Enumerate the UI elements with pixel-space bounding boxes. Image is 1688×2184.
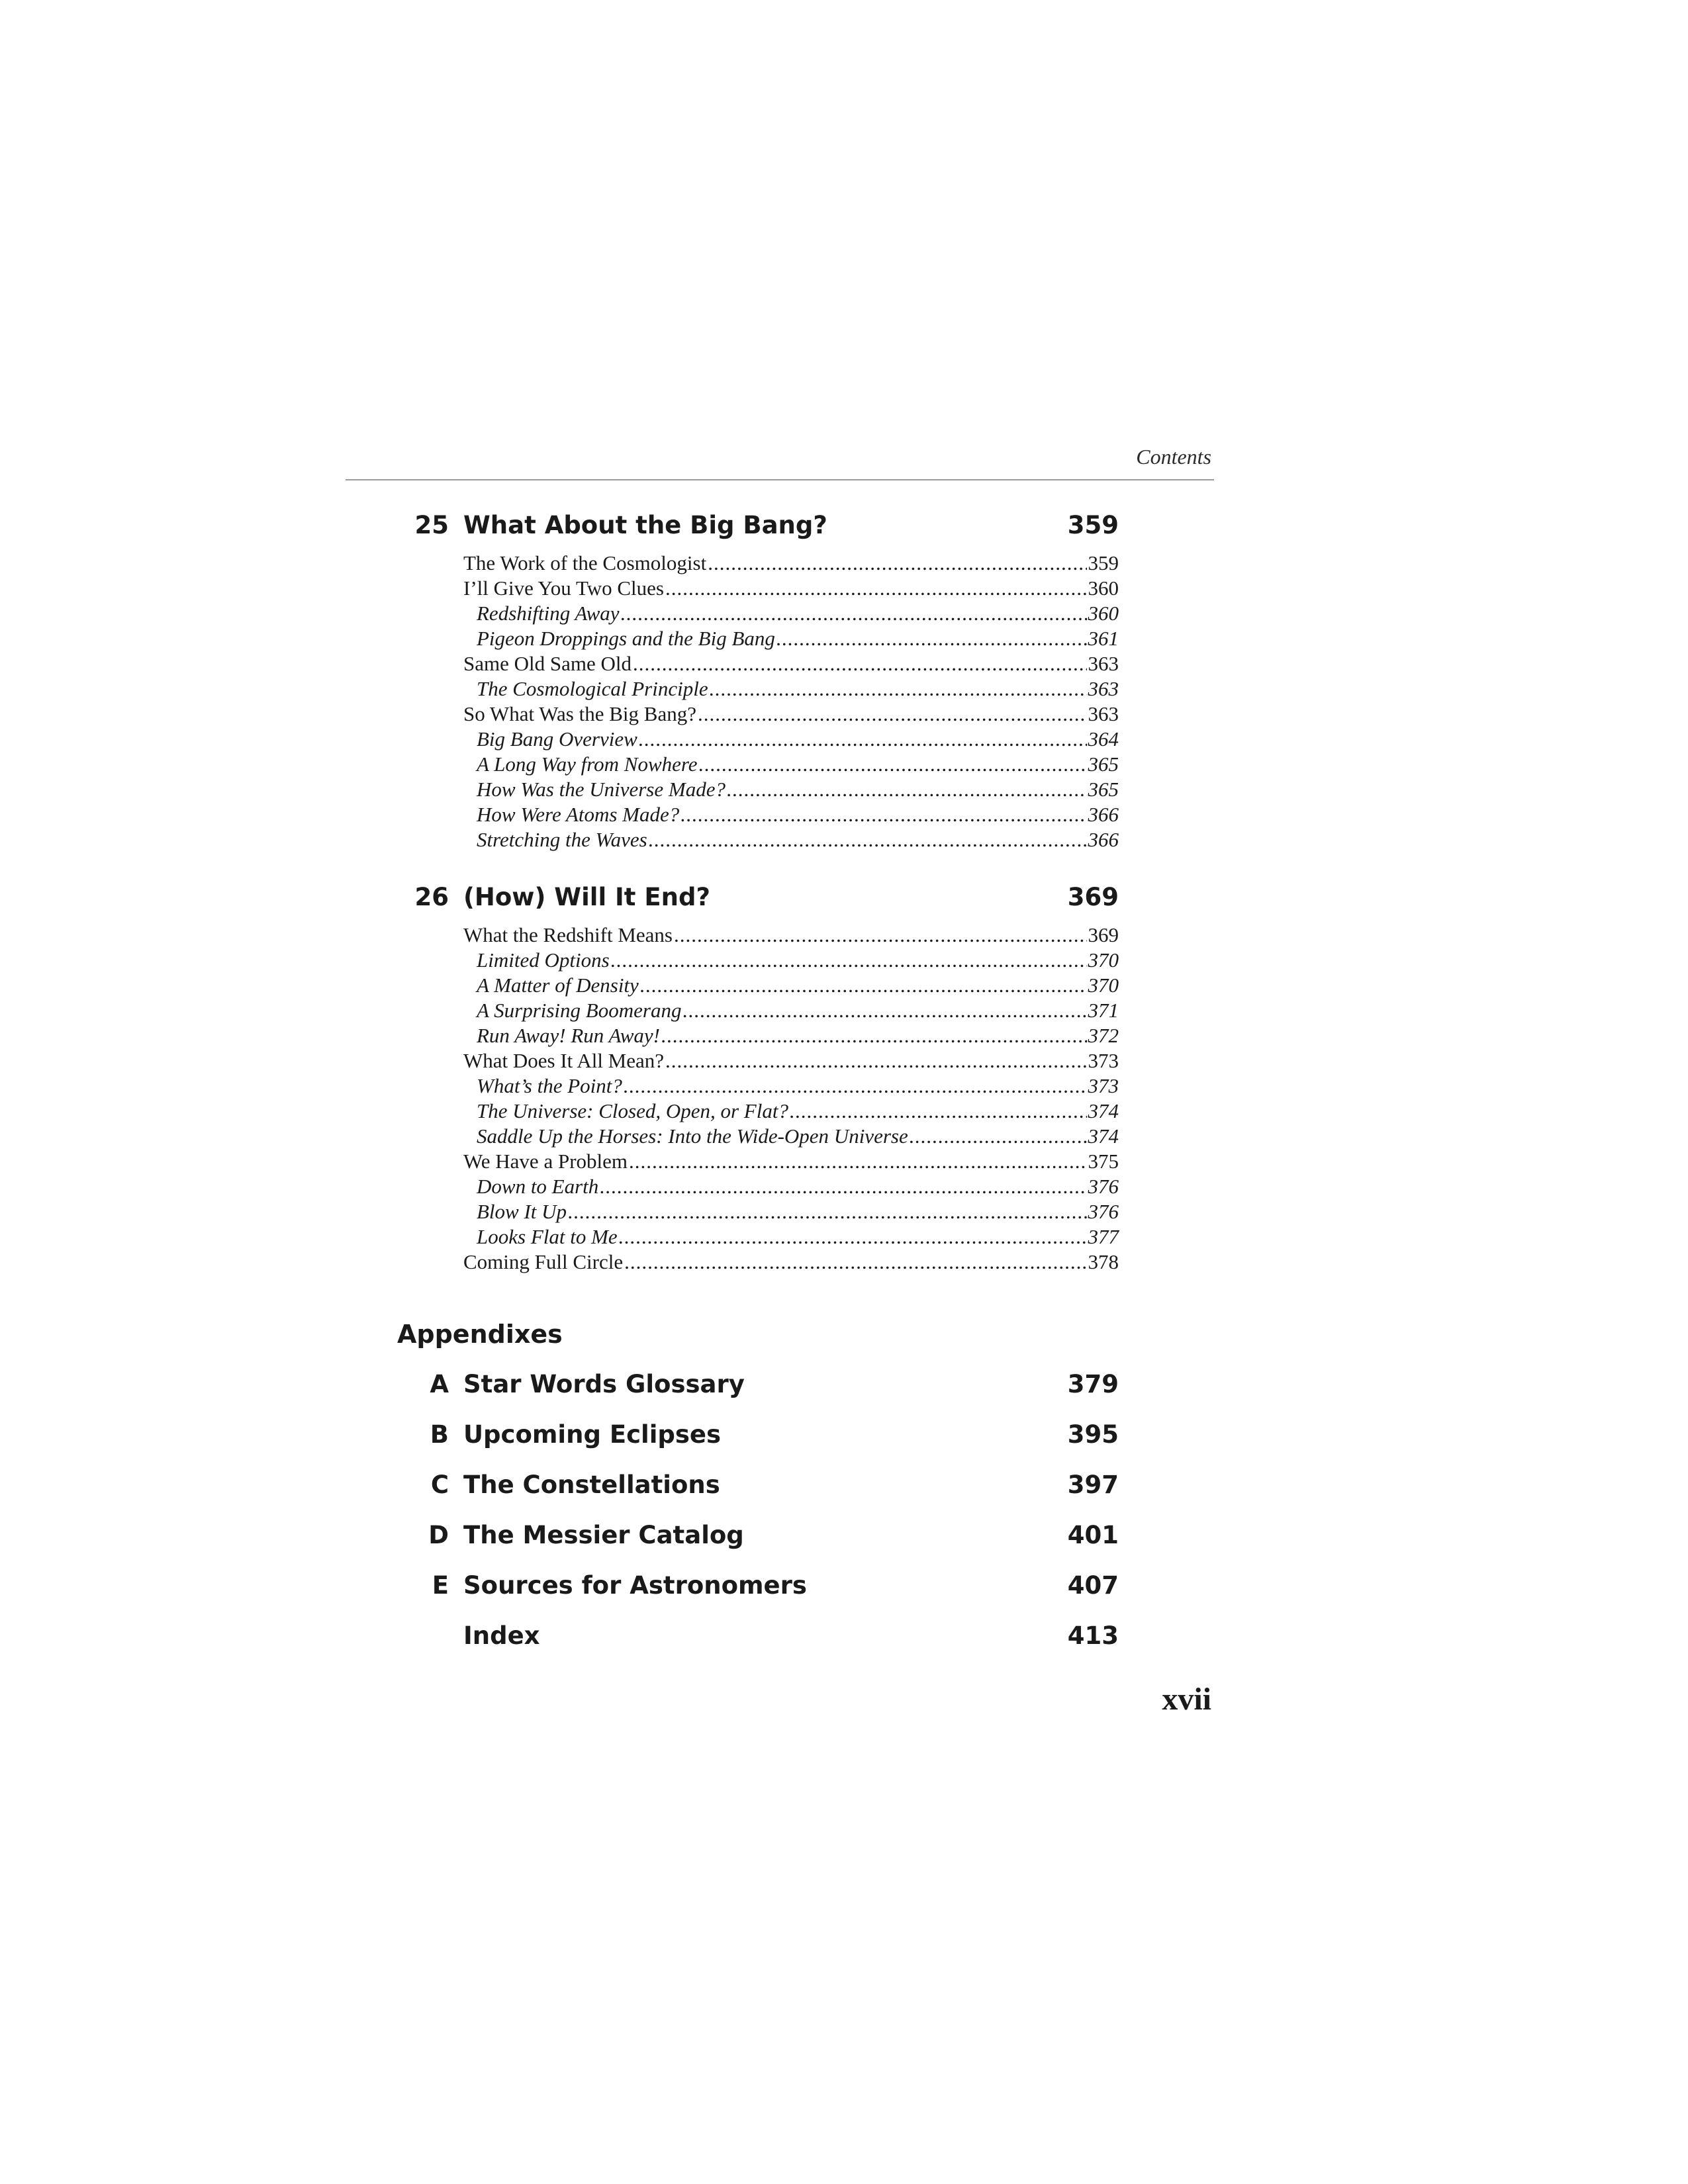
appendix-list xyxy=(397,1370,1119,1672)
dot-leader xyxy=(790,1099,1087,1124)
dot-leader xyxy=(633,651,1087,676)
entry-title: A Long Way from Nowhere xyxy=(477,752,698,776)
dot-leader xyxy=(674,923,1087,948)
entry-title: Stretching the Waves xyxy=(477,828,647,851)
entry-page: 363 xyxy=(1088,652,1119,675)
entry-page: 361 xyxy=(1088,627,1119,650)
header-rule xyxy=(346,479,1214,480)
entry-page: 376 xyxy=(1088,1175,1119,1198)
appendix-item xyxy=(397,1370,1119,1420)
entry-title: The Work of the Cosmologist xyxy=(463,551,707,574)
entry-page: 366 xyxy=(1088,803,1119,826)
chapter-title: (How) Will It End? xyxy=(463,883,710,911)
entry-title: Pigeon Droppings and the Big Bang xyxy=(477,627,775,650)
entry-title: A Surprising Boomerang xyxy=(477,999,682,1022)
entry-page: 374 xyxy=(1088,1099,1119,1122)
appendix-title: Star Words Glossary xyxy=(463,1370,745,1398)
entry-title: Same Old Same Old xyxy=(463,652,632,675)
dot-leader xyxy=(611,948,1087,973)
chapter-number: 26 xyxy=(414,883,449,911)
entry-page: 363 xyxy=(1088,702,1119,725)
chapter-heading xyxy=(397,883,1119,923)
appendix-page: 395 xyxy=(1067,1420,1119,1449)
appendix-letter: B xyxy=(430,1420,449,1449)
toc-section xyxy=(463,576,1119,601)
dot-leader xyxy=(568,1199,1086,1224)
appendix-title: Upcoming Eclipses xyxy=(463,1420,722,1449)
dot-leader xyxy=(629,1149,1087,1174)
entry-page: 365 xyxy=(1088,778,1119,801)
appendix-item xyxy=(397,1471,1119,1521)
dot-leader xyxy=(640,973,1087,998)
toc-subsection xyxy=(463,727,1119,752)
entry-page: 365 xyxy=(1088,752,1119,776)
running-head: Contents xyxy=(1136,445,1211,469)
dot-leader xyxy=(649,827,1087,852)
appendix-title: The Constellations xyxy=(463,1471,720,1499)
entry-page: 378 xyxy=(1088,1250,1119,1273)
entry-title: Big Bang Overview xyxy=(477,727,637,751)
entry-page: 374 xyxy=(1088,1124,1119,1148)
chapter-title: What About the Big Bang? xyxy=(463,511,827,539)
toc-subsection xyxy=(463,1224,1119,1250)
entry-title: Limited Options xyxy=(477,948,610,972)
entry-page: 370 xyxy=(1088,974,1119,997)
appendix-title: Sources for Astronomers xyxy=(463,1571,807,1600)
entry-page: 376 xyxy=(1088,1200,1119,1223)
entry-page: 375 xyxy=(1088,1150,1119,1173)
entry-title: Coming Full Circle xyxy=(463,1250,624,1273)
toc-section xyxy=(463,651,1119,676)
dot-leader xyxy=(682,998,1086,1023)
appendix-letter: D xyxy=(428,1521,449,1549)
toc-subsection xyxy=(463,1023,1119,1048)
toc-subsection xyxy=(463,1099,1119,1124)
dot-leader xyxy=(665,576,1087,601)
dot-leader xyxy=(600,1174,1086,1199)
toc-subsection xyxy=(463,1073,1119,1099)
appendix-item xyxy=(397,1571,1119,1621)
dot-leader xyxy=(910,1124,1087,1149)
index-item xyxy=(397,1621,1119,1672)
appendix-title: The Messier Catalog xyxy=(463,1521,744,1549)
dot-leader xyxy=(624,1250,1086,1275)
entry-page: 373 xyxy=(1088,1074,1119,1097)
toc-subsection xyxy=(463,827,1119,852)
entry-page: 366 xyxy=(1088,828,1119,851)
appendix-letter: E xyxy=(432,1571,449,1600)
dot-leader xyxy=(776,626,1087,651)
entry-title: Run Away! Run Away! xyxy=(477,1024,660,1047)
appendix-letter: A xyxy=(430,1370,449,1398)
toc-subsection xyxy=(463,1199,1119,1224)
dot-leader xyxy=(708,551,1086,576)
entry-title: Down to Earth xyxy=(477,1175,599,1198)
entry-title: Blow It Up xyxy=(477,1200,567,1223)
entry-page: 363 xyxy=(1088,677,1119,700)
entry-title: Saddle Up the Horses: Into the Wide-Open Universe xyxy=(477,1124,908,1148)
toc-subsection xyxy=(463,802,1119,827)
toc-subsection xyxy=(463,601,1119,626)
chapter-page: 359 xyxy=(1067,511,1119,539)
entry-page: 360 xyxy=(1088,576,1119,600)
entry-title: Redshifting Away xyxy=(477,602,620,625)
dot-leader xyxy=(698,702,1087,727)
toc-section xyxy=(463,551,1119,576)
index-title: Index xyxy=(463,1621,540,1650)
entry-title: We Have a Problem xyxy=(463,1150,628,1173)
toc-subsection xyxy=(463,752,1119,777)
chapter-page: 369 xyxy=(1067,883,1119,911)
appendix-letter: C xyxy=(430,1471,449,1499)
chapter-heading xyxy=(397,511,1119,551)
entry-title: What’s the Point? xyxy=(477,1074,622,1097)
entry-title: Looks Flat to Me xyxy=(477,1225,618,1248)
toc-section xyxy=(463,1048,1119,1073)
appendix-page: 379 xyxy=(1067,1370,1119,1398)
toc-section xyxy=(463,1149,1119,1174)
appendix-page: 401 xyxy=(1067,1521,1119,1549)
entry-page: 370 xyxy=(1088,948,1119,972)
dot-leader xyxy=(624,1073,1087,1099)
chapter-entries xyxy=(463,923,1119,1275)
appendix-item xyxy=(397,1420,1119,1471)
chapter-entries xyxy=(463,551,1119,852)
entry-title: How Were Atoms Made? xyxy=(477,803,680,826)
dot-leader xyxy=(619,1224,1087,1250)
entry-page: 364 xyxy=(1088,727,1119,751)
entry-page: 373 xyxy=(1088,1049,1119,1072)
entry-page: 371 xyxy=(1088,999,1119,1022)
dot-leader xyxy=(699,752,1087,777)
toc-subsection xyxy=(463,777,1119,802)
entry-title: The Universe: Closed, Open, or Flat? xyxy=(477,1099,788,1122)
toc-subsection xyxy=(463,998,1119,1023)
entry-title: The Cosmological Principle xyxy=(477,677,708,700)
appendix-page: 407 xyxy=(1067,1571,1119,1600)
chapter-25 xyxy=(397,511,1119,852)
entry-title: A Matter of Density xyxy=(477,974,639,997)
appendixes-heading: Appendixes xyxy=(397,1320,563,1349)
toc-subsection xyxy=(463,1124,1119,1149)
toc-section xyxy=(463,923,1119,948)
entry-page: 360 xyxy=(1088,602,1119,625)
entry-title: How Was the Universe Made? xyxy=(477,778,726,801)
toc-section xyxy=(463,702,1119,727)
dot-leader xyxy=(710,676,1087,702)
entry-page: 377 xyxy=(1088,1225,1119,1248)
entry-page: 369 xyxy=(1088,923,1119,946)
dot-leader xyxy=(727,777,1087,802)
dot-leader xyxy=(680,802,1086,827)
toc-subsection xyxy=(463,948,1119,973)
dot-leader xyxy=(665,1048,1086,1073)
toc-subsection xyxy=(463,1174,1119,1199)
toc-section xyxy=(463,1250,1119,1275)
dot-leader xyxy=(661,1023,1087,1048)
entry-title: I’ll Give You Two Clues xyxy=(463,576,664,600)
chapter-number: 25 xyxy=(414,511,449,539)
page-folio: xvii xyxy=(1162,1682,1211,1717)
entry-title: So What Was the Big Bang? xyxy=(463,702,696,725)
entry-page: 359 xyxy=(1088,551,1119,574)
chapter-26 xyxy=(397,883,1119,1275)
dot-leader xyxy=(621,601,1087,626)
toc-subsection xyxy=(463,626,1119,651)
index-page: 413 xyxy=(1067,1621,1119,1650)
dot-leader xyxy=(639,727,1087,752)
entry-title: What Does It All Mean? xyxy=(463,1049,665,1072)
appendix-page: 397 xyxy=(1067,1471,1119,1499)
entry-page: 372 xyxy=(1088,1024,1119,1047)
toc-subsection xyxy=(463,676,1119,702)
toc-subsection xyxy=(463,973,1119,998)
entry-title: What the Redshift Means xyxy=(463,923,673,946)
appendix-item xyxy=(397,1521,1119,1571)
